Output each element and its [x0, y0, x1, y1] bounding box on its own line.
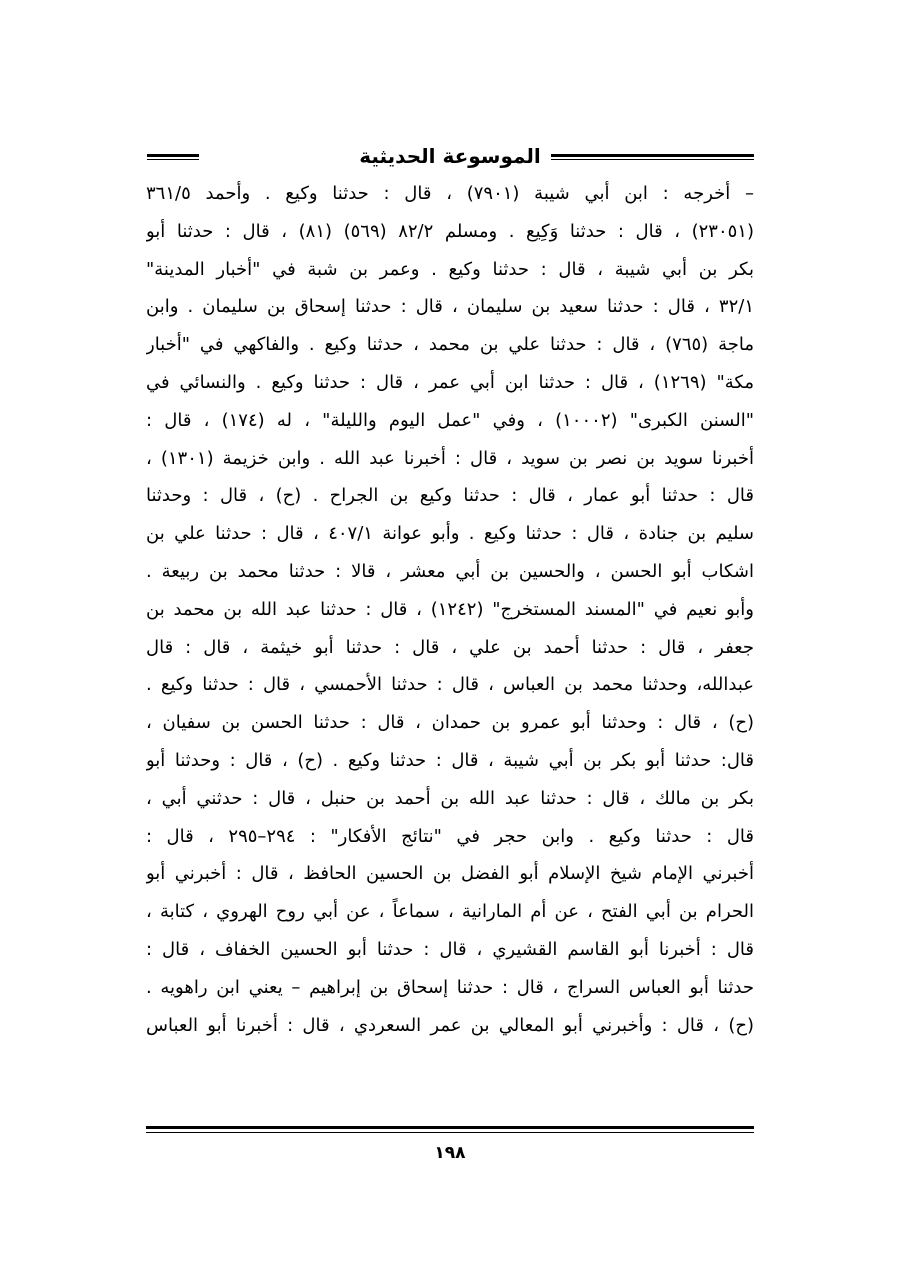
text-line: مكة" (١٢٦٩) ، قال : حدثنا ابن أبي عمر ، قال : حدثنا وكيع . والنسائي في: [146, 371, 754, 393]
text-line: (ح) ، قال : وحدثنا أبو عمرو بن حمدان ، قال : حدثنا الحسن بن سفيان ،: [146, 712, 754, 734]
text-line: سليم بن جنادة ، قال : حدثنا وكيع . وأبو عوانة ٤٠٧/١ ، قال : حدثنا علي بن: [146, 523, 754, 545]
page-header: [146, 141, 754, 171]
text-line: أخبرني الإمام شيخ الإسلام أبو الفضل بن الحسين الحافظ ، قال : أخبرني أبو: [146, 863, 754, 885]
text-line: حدثنا أبو العباس السراج ، قال : حدثنا إسحاق بن إبراهيم – يعني ابن راهويه .: [146, 976, 754, 998]
text-line: وأبو نعيم في "المسند المستخرج" (١٢٤٢) ، قال : حدثنا عبد الله بن محمد بن: [146, 598, 754, 620]
header-title-wrap: [146, 141, 754, 171]
text-line: قال : حدثنا وكيع . وابن حجر في "نتائج الأفكار" : ٢٩٤–٢٩٥ ، قال :: [146, 825, 754, 847]
text-line: بكر بن أبي شيبة ، قال : حدثنا وكيع . وعمر بن شبة في "أخبار المدينة": [146, 258, 754, 280]
text-line: ماجة (٧٦٥) ، قال : حدثنا علي بن محمد ، حدثنا وكيع . والفاكهي في "أخبار: [146, 334, 754, 356]
text-line: (٢٣٠٥١) ، قال : حدثنا وَكِيع . ومسلم ٨٢/٢ (٥٦٩) (٨١) ، قال : حدثنا أبو: [146, 220, 754, 242]
page-number: ١٩٨: [434, 1143, 466, 1163]
text-line: بكر بن مالك ، قال : حدثنا عبد الله بن أحمد بن حنبل ، قال : حدثني أبي ،: [146, 787, 754, 809]
text-line: أخبرنا سويد بن نصر بن سويد ، قال : أخبرنا عبد الله . وابن خزيمة (١٣٠١) ،: [146, 447, 754, 469]
text-line: قال : أخبرنا أبو القاسم القشيري ، قال : حدثنا أبو الحسين الخفاف ، قال :: [146, 938, 754, 960]
text-line: "السنن الكبرى" (١٠٠٠٢) ، وفي "عمل اليوم والليلة" ، له (١٧٤) ، قال :: [146, 409, 754, 431]
text-line: جعفر ، قال : حدثنا أحمد بن علي ، قال : حدثنا أبو خيثمة ، قال : قال: [146, 636, 754, 658]
text-line: ٣٢/١ ، قال : حدثنا سعيد بن سليمان ، قال : حدثنا إسحاق بن سليمان . وابن: [146, 296, 754, 318]
body-text: [146, 175, 754, 1044]
footer-rule: [146, 1126, 754, 1133]
text-line: اشكاب أبو الحسن ، والحسين بن أبي معشر ، قالا : حدثنا محمد بن ربيعة .: [146, 560, 754, 582]
text-line: قال : حدثنا أبو عمار ، قال : حدثنا وكيع بن الجراح . (ح) ، قال : وحدثنا: [146, 485, 754, 507]
text-line: (ح) ، قال : وأخبرني أبو المعالي بن عمر السعردي ، قال : أخبرنا أبو العباس: [146, 1014, 754, 1036]
text-line: قال: حدثنا أبو بكر بن أبي شيبة ، قال : حدثنا وكيع . (ح) ، قال : وحدثنا أبو: [146, 749, 754, 771]
text-line: – أخرجه : ابن أبي شيبة (٧٩٠١) ، قال : حدثنا وكيع . وأحمد ٣٦١/٥: [146, 183, 754, 204]
header-title: الموسوعة الحديثية: [349, 144, 551, 168]
text-line: عبدالله، وحدثنا محمد بن العباس ، قال : حدثنا الأحمسي ، قال : حدثنا وكيع .: [146, 674, 754, 696]
text-line: الحرام بن أبي الفتح ، عن أم المارانية ، سماعاً ، عن أبي روح الهروي ، كتابة ،: [146, 901, 754, 923]
